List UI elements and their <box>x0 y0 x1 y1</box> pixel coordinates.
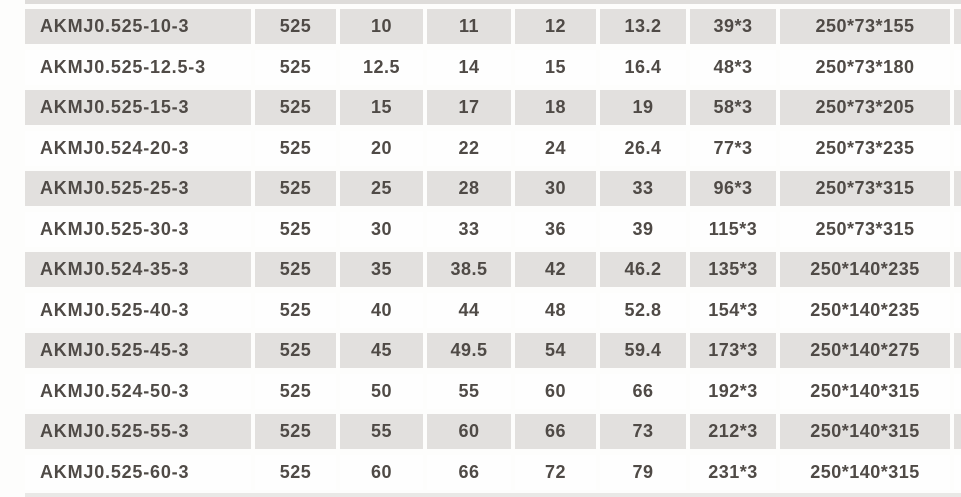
value-cell: 50 <box>340 374 423 409</box>
value-cell: 250*73*155 <box>780 9 950 44</box>
value-cell: 173*3 <box>690 333 776 368</box>
cutoff-row-bottom-edge <box>25 493 961 497</box>
cutoff-column-sliver <box>954 212 961 247</box>
value-cell: 33 <box>600 171 686 206</box>
value-cell: 525 <box>255 212 336 247</box>
value-cell: 17 <box>427 90 511 125</box>
value-cell: 20 <box>340 131 423 166</box>
table-row <box>25 414 961 449</box>
value-cell: 96*3 <box>690 171 776 206</box>
value-cell: 48*3 <box>690 50 776 85</box>
value-cell: 525 <box>255 171 336 206</box>
value-cell: 49.5 <box>427 333 511 368</box>
value-cell: 52.8 <box>600 293 686 328</box>
value-cell: 115*3 <box>690 212 776 247</box>
value-cell: 16.4 <box>600 50 686 85</box>
value-cell: 14 <box>427 50 511 85</box>
value-cell: 25 <box>340 171 423 206</box>
value-cell: 250*140*315 <box>780 374 950 409</box>
value-cell: 24 <box>515 131 596 166</box>
value-cell: 39 <box>600 212 686 247</box>
value-cell: 250*73*180 <box>780 50 950 85</box>
table-row <box>25 9 961 44</box>
value-cell: 60 <box>515 374 596 409</box>
value-cell: 12.5 <box>340 50 423 85</box>
value-cell: 66 <box>600 374 686 409</box>
value-cell: 79 <box>600 455 686 490</box>
value-cell: 250*140*235 <box>780 252 950 287</box>
value-cell: 45 <box>340 333 423 368</box>
value-cell: 54 <box>515 333 596 368</box>
value-cell: 48 <box>515 293 596 328</box>
table-row <box>25 333 961 368</box>
value-cell: 19 <box>600 90 686 125</box>
value-cell: 36 <box>515 212 596 247</box>
value-cell: 30 <box>515 171 596 206</box>
spec-table <box>25 9 961 490</box>
value-cell: 60 <box>340 455 423 490</box>
value-cell: 231*3 <box>690 455 776 490</box>
value-cell: 28 <box>427 171 511 206</box>
value-cell: 13.2 <box>600 9 686 44</box>
cutoff-column-sliver <box>954 414 961 449</box>
cutoff-row-top-edge <box>25 0 961 4</box>
value-cell: 38.5 <box>427 252 511 287</box>
value-cell: 46.2 <box>600 252 686 287</box>
value-cell: 525 <box>255 293 336 328</box>
value-cell: 154*3 <box>690 293 776 328</box>
value-cell: 15 <box>340 90 423 125</box>
model-cell: AKMJ0.525-60-3 <box>25 455 251 490</box>
value-cell: 18 <box>515 90 596 125</box>
value-cell: 42 <box>515 252 596 287</box>
table-row <box>25 171 961 206</box>
value-cell: 525 <box>255 131 336 166</box>
value-cell: 250*73*235 <box>780 131 950 166</box>
value-cell: 40 <box>340 293 423 328</box>
table-row <box>25 455 961 490</box>
value-cell: 30 <box>340 212 423 247</box>
value-cell: 59.4 <box>600 333 686 368</box>
value-cell: 525 <box>255 374 336 409</box>
value-cell: 525 <box>255 252 336 287</box>
value-cell: 11 <box>427 9 511 44</box>
model-cell: AKMJ0.524-35-3 <box>25 252 251 287</box>
value-cell: 26.4 <box>600 131 686 166</box>
model-cell: AKMJ0.524-50-3 <box>25 374 251 409</box>
value-cell: 250*140*315 <box>780 414 950 449</box>
value-cell: 212*3 <box>690 414 776 449</box>
cutoff-column-sliver <box>954 252 961 287</box>
value-cell: 250*140*235 <box>780 293 950 328</box>
cutoff-column-sliver <box>954 50 961 85</box>
value-cell: 55 <box>340 414 423 449</box>
value-cell: 250*140*315 <box>780 455 950 490</box>
value-cell: 250*73*315 <box>780 171 950 206</box>
value-cell: 10 <box>340 9 423 44</box>
table-row <box>25 293 961 328</box>
value-cell: 525 <box>255 9 336 44</box>
cutoff-column-sliver <box>954 293 961 328</box>
cutoff-column-sliver <box>954 90 961 125</box>
value-cell: 525 <box>255 90 336 125</box>
table-row <box>25 212 961 247</box>
table-row <box>25 252 961 287</box>
value-cell: 44 <box>427 293 511 328</box>
value-cell: 525 <box>255 414 336 449</box>
value-cell: 77*3 <box>690 131 776 166</box>
model-cell: AKMJ0.525-25-3 <box>25 171 251 206</box>
cutoff-column-sliver <box>954 374 961 409</box>
model-cell: AKMJ0.525-12.5-3 <box>25 50 251 85</box>
value-cell: 35 <box>340 252 423 287</box>
value-cell: 525 <box>255 455 336 490</box>
value-cell: 12 <box>515 9 596 44</box>
value-cell: 15 <box>515 50 596 85</box>
model-cell: AKMJ0.525-45-3 <box>25 333 251 368</box>
value-cell: 22 <box>427 131 511 166</box>
table-row <box>25 50 961 85</box>
value-cell: 250*140*275 <box>780 333 950 368</box>
cutoff-column-sliver <box>954 455 961 490</box>
value-cell: 66 <box>427 455 511 490</box>
table-row <box>25 90 961 125</box>
value-cell: 66 <box>515 414 596 449</box>
value-cell: 73 <box>600 414 686 449</box>
cutoff-column-sliver <box>954 333 961 368</box>
value-cell: 72 <box>515 455 596 490</box>
value-cell: 250*73*205 <box>780 90 950 125</box>
value-cell: 39*3 <box>690 9 776 44</box>
value-cell: 250*73*315 <box>780 212 950 247</box>
value-cell: 135*3 <box>690 252 776 287</box>
table-row <box>25 131 961 166</box>
value-cell: 55 <box>427 374 511 409</box>
model-cell: AKMJ0.525-15-3 <box>25 90 251 125</box>
value-cell: 525 <box>255 50 336 85</box>
value-cell: 58*3 <box>690 90 776 125</box>
value-cell: 192*3 <box>690 374 776 409</box>
model-cell: AKMJ0.525-30-3 <box>25 212 251 247</box>
value-cell: 525 <box>255 333 336 368</box>
model-cell: AKMJ0.524-20-3 <box>25 131 251 166</box>
model-cell: AKMJ0.525-40-3 <box>25 293 251 328</box>
model-cell: AKMJ0.525-55-3 <box>25 414 251 449</box>
model-cell: AKMJ0.525-10-3 <box>25 9 251 44</box>
value-cell: 33 <box>427 212 511 247</box>
cutoff-column-sliver <box>954 9 961 44</box>
table-row <box>25 374 961 409</box>
cutoff-column-sliver <box>954 171 961 206</box>
cutoff-column-sliver <box>954 131 961 166</box>
value-cell: 60 <box>427 414 511 449</box>
